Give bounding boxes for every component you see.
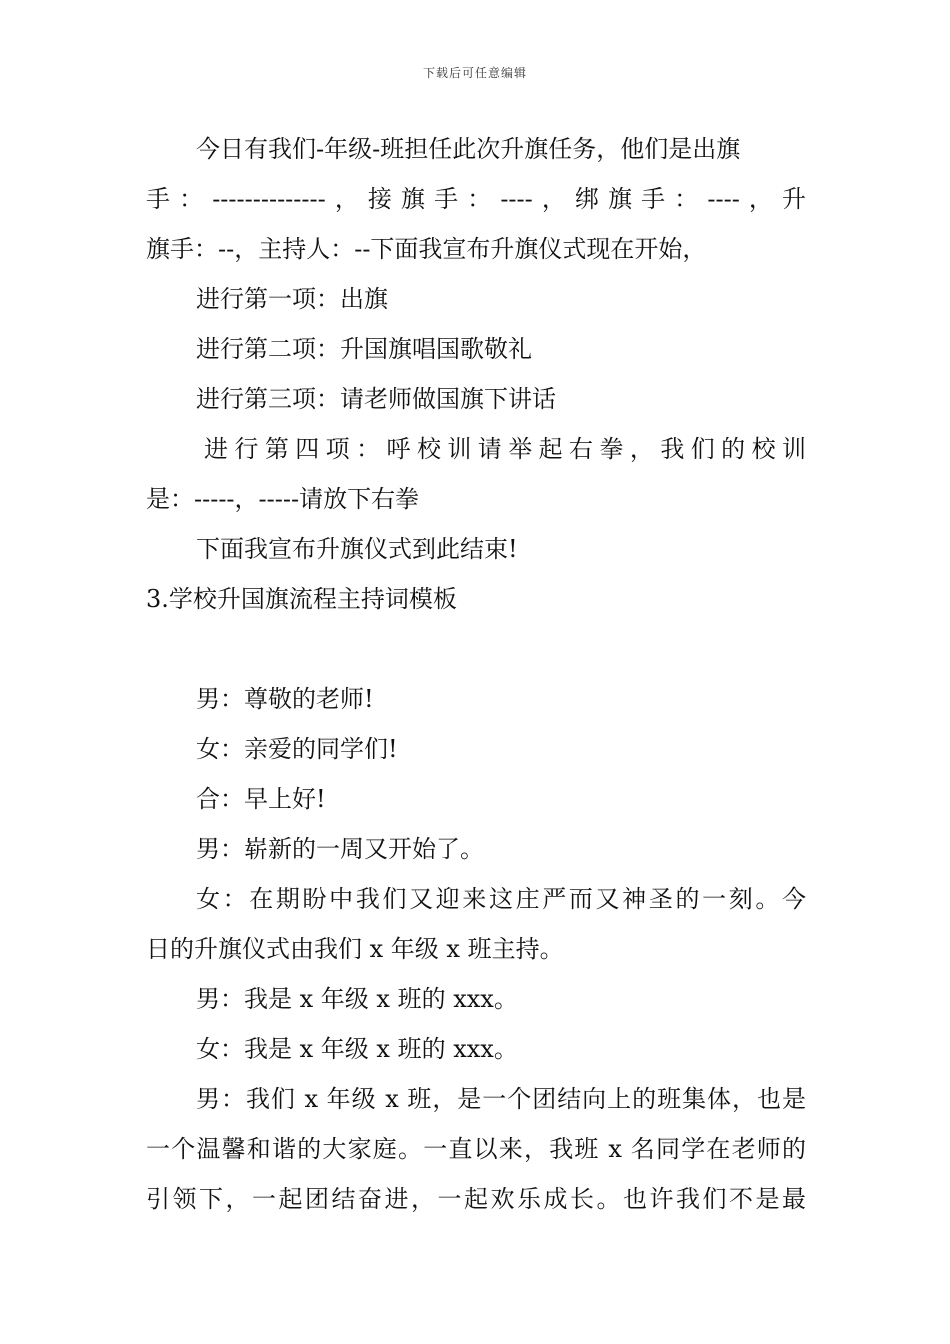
procedure-item-3: 进行第三项：请老师做国旗下讲话 [196,385,556,413]
dialogue-line: 日的升旗仪式由我们 x 年级 x 班主持。 [146,935,564,963]
page-header-note: 下载后可任意编辑 [422,66,527,80]
blank-line [146,624,806,674]
dialogue-line: 女：我是 x 年级 x 班的 xxx。 [196,1035,518,1063]
dialogue-line: 男：我们 x 年级 x 班，是一个团结向上的班集体，也是 [196,1085,806,1113]
dialogue-line: 引领下，一起团结奋进，一起欢乐成长。也许我们不是最 [146,1185,806,1213]
procedure-item-1: 进行第一项：出旗 [196,285,388,313]
paragraph-line: 手：--------------，接旗手：----，绑旗手：----，升 [146,185,806,213]
dialogue-line: 男：我是 x 年级 x 班的 xxx。 [196,985,518,1013]
procedure-item-4-continued: 是：-----，-----请放下右拳 [146,485,420,513]
procedure-item-4: 进行第四项：呼校训请举起右拳，我们的校训 [204,435,806,463]
dialogue-line: 女：亲爱的同学们! [196,735,398,763]
paragraph-line: 旗手：--，主持人：--下面我宣布升旗仪式现在开始， [146,235,707,263]
dialogue-line: 男：崭新的一周又开始了。 [196,835,484,863]
section-title: 3.学校升国旗流程主持词模板 [146,585,457,613]
paragraph-line: 今日有我们-年级-班担任此次升旗任务，他们是出旗 [196,135,741,163]
dialogue-line: 一个温馨和谐的大家庭。一直以来，我班 x 名同学在老师的 [146,1135,806,1163]
dialogue-line: 女：在期盼中我们又迎来这庄严而又神圣的一刻。今 [196,885,806,913]
dialogue-line: 合：早上好! [196,785,326,813]
document-body [146,124,806,1224]
dialogue-line: 男：尊敬的老师! [196,685,374,713]
procedure-item-2: 进行第二项：升国旗唱国歌敬礼 [196,335,532,363]
closing-line: 下面我宣布升旗仪式到此结束! [196,535,518,563]
